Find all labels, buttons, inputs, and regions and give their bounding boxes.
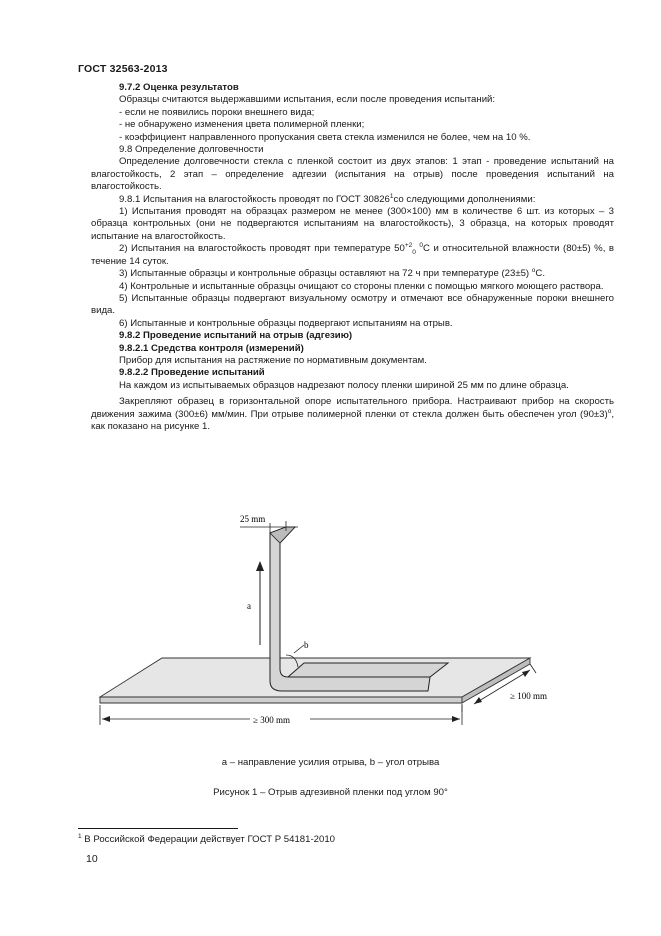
paragraph: 4) Контрольные и испытанные образцы очищают со стороны пленки с помощью мягкого моющего раствора. [119,280,604,292]
film-on-glass [288,663,448,677]
dimension-label-25mm: 25 mm [240,514,266,524]
footnote-mark: 1 [78,832,82,840]
list-item: - коэффициент направленного пропускания света стекла изменился не более, чем на 10 %. [119,131,531,143]
list-item: - если не появились пороки внешнего вида; [119,106,315,118]
list-item: - не обнаружено изменения цвета полимерной пленки; [119,119,365,131]
section-heading-9-7-2: 9.7.2 Оценка результатов [119,82,239,93]
paragraph: Образцы считаются выдержавшими испытания, если после проведения испытаний: [119,94,496,106]
figure-legend: a – направление усилия отрыва, b – угол отрыва [221,757,440,768]
section-heading-9-8-2: 9.8.2 Проведение испытаний на отрыв (адгезию) [119,330,353,342]
paragraph: 3) Испытанные образцы и контрольные образцы оставляют на 72 ч при температуре (23±5) $^о$С. [119,266,546,280]
footnote-divider [78,828,238,829]
body-text [91,82,614,433]
label-b: b [304,640,309,650]
paragraph: 2) Испытания на влагостойкость проводят при температуре $50^{+2}_0$ $^0$С и относительной влажности (80±5) %, в течение 14 суток. [91,242,614,267]
footnote-ref: 1 [389,192,394,200]
section-heading-9-8: 9.8 Определение долговечности [119,144,264,156]
paragraph: 6) Испытанные и контрольные образцы подвергают испытаниям на отрыв. [119,317,453,329]
paragraph-9-8-1: 9.8.1 Испытания на влагостойкость проводят по ГОСТ 30826$^1$со следующими дополнениями: [119,192,536,205]
paragraph: 5) Испытанные образцы подвергают визуальному осмотру и отмечают все обнаруженные пороки внешнего вида. [91,292,614,317]
section-heading-9-8-2-1: 9.8.2.1 Средства контроля (измерений) [119,342,304,354]
footnote: $^1$ В Российской Федерации действует ГОСТ Р 54181-2010 [78,832,336,845]
section-heading-9-8-2-2: 9.8.2.2 Проведение испытаний [119,367,265,379]
paragraph: 1) Испытания проводят на образцах размером не менее (300×100) мм в количестве 6 шт. из которых – 3 образца контрольных (они не подвергаются испытаниям на влагостойкость), 3 образца, на которых проводят испытание на влагостойкость. [91,206,614,242]
document-header: ГОСТ 32563-2013 [78,63,168,75]
paragraph: На каждом из испытываемых образцов надрезают полосу пленки шириной 25 мм по длине образца. [119,379,569,391]
paragraph: Прибор для испытания на растяжение по нормативным документам. [119,354,427,366]
figure-caption: Рисунок 1 – Отрыв адгезивной пленки под углом 90° [213,787,448,798]
glass-plate-front [100,697,462,703]
figure-peel-test-diagram [90,505,570,730]
paragraph: Закрепляют образец в горизонтальной опоре испытательного прибора. Настраивают прибор на скорость движения зажима (300±6) мм/мин. При отрыве полимерной пленки от стекла должен быть обеспечен угол $(90\pm 3)^о$, как показано на рисунке 1. [91,396,614,432]
dimension-label-300mm: ≥ 300 mm [253,715,290,725]
paragraph: Определение долговечности стекла с пленкой состоит из двух этапов: 1 этап - проведение испытаний на влагостойкость, 2 этап – определение адгезии (испытания на отрыв) после проведения испытаний на влагостойкость. [91,156,614,193]
page-number: 10 [86,853,98,865]
dimension-label-100mm: ≥ 100 mm [510,691,547,701]
label-a: a [247,601,251,611]
